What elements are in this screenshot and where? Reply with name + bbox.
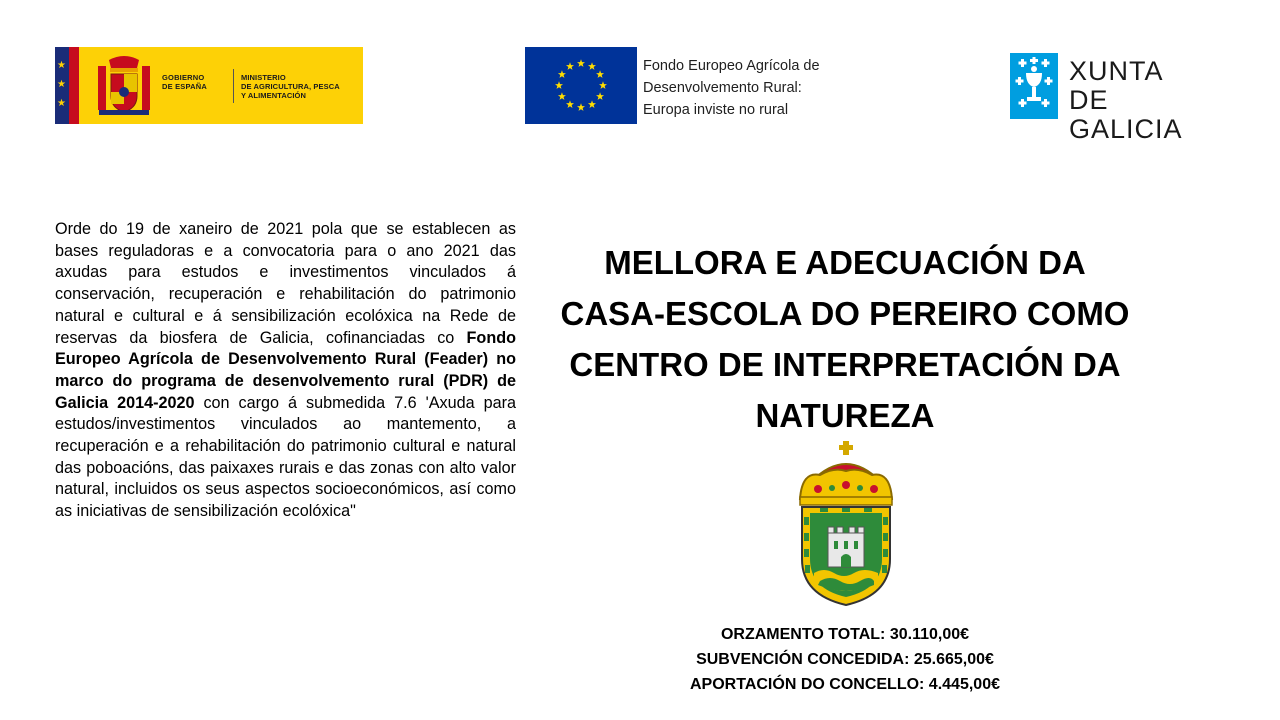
eu-fund-label: Fondo Europeo Agrícola de Desenvolvemento Rural: Europa inviste no rural — [643, 58, 820, 118]
order-description — [55, 219, 516, 523]
spain-coat-of-arms-icon — [93, 52, 155, 120]
budget-summary — [600, 622, 1090, 697]
spain-ministry-logo — [55, 47, 363, 124]
budget-council-contribution: APORTACIÓN DO CONCELLO: 4.445,00€ — [690, 676, 1000, 693]
budget-total: ORZAMENTO TOTAL: 30.110,00€ — [720, 626, 970, 643]
xunta-label: XUNTA DE GALICIA — [1069, 56, 1183, 144]
order-text-feader: Fondo Europeo Agrícola de Desenvolvemento Rural (Feader) no marco do programa de desenvolvemento rural (PDR) de Galicia 2014-2020 — [55, 328, 516, 412]
ministry-label: MINISTERIO DE AGRICULTURA, PESCA Y ALIMENTACIÓN — [241, 73, 340, 100]
project-title: MELLORA E ADECUACIÓN DA CASA-ESCOLA DO PEREIRO COMO CENTRO DE INTERPRETACIÓN DA NATUREZA — [560, 244, 1130, 434]
municipal-coat-of-arms-icon — [790, 441, 902, 607]
budget-subsidy: SUBVENCIÓN CONCEDIDA: 25.665,00€ — [696, 651, 994, 668]
order-text-submeasure: con cargo á submedida 7.6 'Axuda para estudos/investimentos vinculados ao mantemento, a recuperación e a rehabilitación do patrimonio cultural e natural das poboacións, das paixaxes rurais e das zonas con alto valor natural, incluidos os seus aspectos socioeconómicos, así como as iniciativas de sensibilización ecolóxica" — [55, 393, 516, 521]
spain-logo-divider — [233, 69, 234, 103]
eu-flag-icon — [525, 47, 637, 124]
galicia-shield-icon — [1010, 53, 1058, 119]
spain-flag-strip: ★ ★ ★ — [55, 47, 85, 124]
spain-government-label: GOBIERNO DE ESPAÑA — [162, 73, 208, 91]
order-text-intro: Orde do 19 de xaneiro de 2021 pola que se establecen as bases reguladoras e a convocatoria para o ano 2021 das axudas para estudos e investimentos vinculados á conservación, recuperación e rehabilitación do patrimonio natural e cultural e á sensibilización ecolóxica na Rede de reservas da biosfera de Galicia, cofinanciadas co — [55, 220, 516, 347]
xunta-galicia-logo — [1010, 53, 1225, 144]
eu-feader-logo — [525, 47, 845, 124]
